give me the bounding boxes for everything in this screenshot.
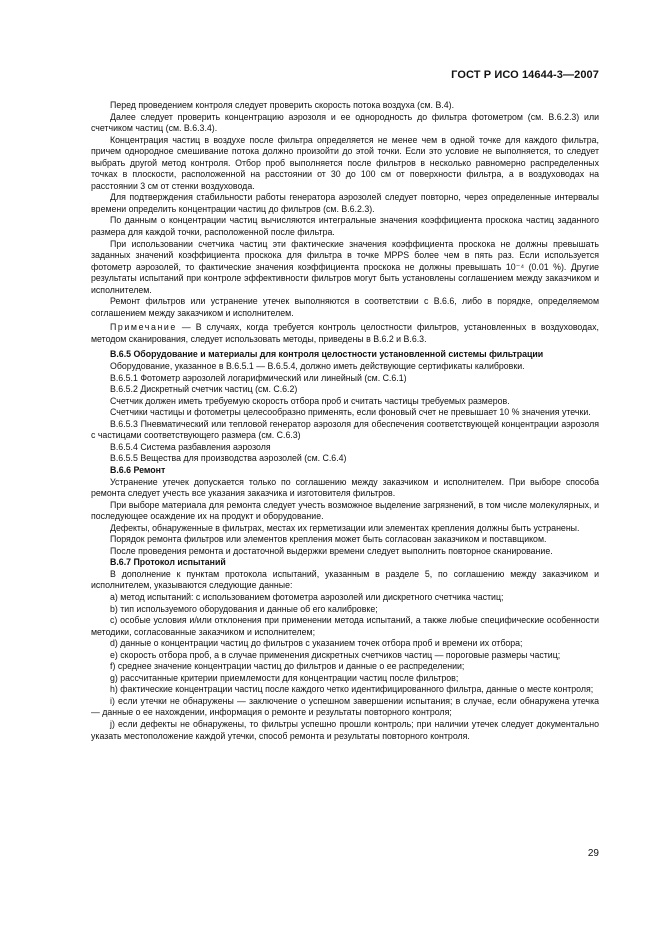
document-body — [91, 100, 599, 742]
paragraph: В.6.5.1 Фотометр аэрозолей логарифмический или линейный (см. С.6.1) — [110, 372, 407, 383]
paragraph: Концентрация частиц в воздухе после фильтра определяется не менее чем в одной точке для каждого фильтра, причем однородное смешивание потока должно произойти до этой точки. Если это условие не выполняется, то следует выбрать другой метод контроля. Отбор проб выполняется после фильтров в несколько равномерно распределенных точках в плоскости, расположенной на расстоянии от 30 до 100 см от поверхности фильтра, а в воздуховодах на расстоянии 3 см от стенки воздуховода. — [91, 134, 599, 191]
paragraph: Для подтверждения стабильности работы генератора аэрозолей следует повторно, через определенные интервалы времени определить концентрации частиц до фильтров (см. В.6.2.3). — [91, 192, 599, 214]
paragraph: В.6.5.2 Дискретный счетчик частиц (см. С.6.2) — [110, 384, 298, 395]
list-item: g) рассчитанные критерии приемлемости для концентрации частиц после фильтров; — [110, 672, 459, 683]
list-item: e) скорость отбора проб, а в случае применения дискретных счетчиков частиц — пороговые размеры частиц; — [110, 649, 561, 660]
paragraph: При выборе материала для ремонта следует учесть возможное выделение загрязнений, в том числе молекулярных, и последующее осаждение их на продукт и оборудование. — [91, 499, 599, 522]
list-item: c) особые условия и/или отклонения при применении метода испытаний, а также любые специфические особенности методики, согласованные заказчиком и исполнителем; — [91, 615, 599, 637]
section-heading-b67: В.6.7 Протокол испытаний — [110, 557, 226, 568]
paragraph: Оборудование, указанное в В.6.5.1 — В.6.5.4, должно иметь действующие сертификаты калибровки. — [110, 361, 525, 372]
list-item: f) среднее значение концентрации частиц до фильтров и данные о ее распределении; — [110, 661, 465, 672]
paragraph: Перед проведением контроля следует проверить скорость потока воздуха (см. В.4). — [110, 100, 455, 110]
note-label: Примечание — [110, 322, 177, 333]
list-item: d) данные о концентрации частиц до фильтров с указанием точек отбора проб и времени их отбора; — [110, 638, 523, 649]
list-item: i) если утечки не обнаружены — заключение о успешном завершении испытания; в случае, если обнаружена утечка — данные о ее нахождении, информация о ремонте и результаты повторного контроля; — [91, 695, 599, 718]
note-text: — В случаях, когда требуется контроль целостности фильтров, установленных в воздуховодах, методом сканирования, следует использовать методы, приведены в В.6.2 и В.6.3. — [91, 322, 599, 344]
paragraph: При использовании счетчика частиц эти фактические значения коэффициента проскока не должны превышать заданных значений коэффициента проскока для фильтра в точке MPPS более чем в пять раз. Если используется фотометр аэрозолей, то фактические значения коэффициента проскока не должны превышать 10⁻⁴ (0.01 %). Другие результаты испытаний при контроле эффективности фильтров могут быть установлены соглашением между заказчиком и исполнителем. — [91, 238, 599, 295]
section-heading-b66: В.6.6 Ремонт — [110, 464, 166, 475]
paragraph: Счетчики частицы и фотометры целесообразно применять, если фоновый счет не превышает 10 % значения утечки. — [110, 407, 591, 418]
paragraph: Далее следует проверить концентрацию аэрозоля и ее однородность до фильтра фотометром (см. В.6.2.3) или счетчиком частиц (см. В.6.3.4). — [91, 111, 599, 134]
section-heading-b65: В.6.5 Оборудование и материалы для контроля целостности установленной системы фильтрации — [110, 349, 544, 360]
note-paragraph — [91, 322, 599, 345]
paragraph: Ремонт фильтров или устранение утечек выполняются в соответствии с В.6.6, либо в порядке, определяемом соглашением между заказчиком и исполнителем. — [91, 296, 599, 318]
paragraph: В.6.5.5 Вещества для производства аэрозолей (см. С.6.4) — [110, 453, 347, 464]
page-number: 29 — [587, 848, 599, 859]
paragraph: В дополнение к пунктам протокола испытаний, указанным в разделе 5, по соглашению между заказчиком и исполнителем, указываются следующие данные: — [91, 568, 599, 591]
paragraph: В.6.5.3 Пневматический или тепловой генератор аэрозоля для обеспечения соответствующей концентрации аэрозоля с частицами соответствующего размера (см. С.6.3) — [91, 418, 599, 441]
list-item: a) метод испытаний: с использованием фотометра аэрозолей или дискретного счетчика частиц; — [110, 591, 504, 602]
paragraph: Дефекты, обнаруженные в фильтрах, местах их герметизации или элементах крепления должны быть устранены. — [110, 522, 580, 533]
paragraph: Счетчик должен иметь требуемую скорость отбора проб и считать частицы требуемых размеров. — [110, 395, 510, 406]
paragraph: По данным о концентрации частиц вычисляются интегральные значения коэффициента проскока частиц заданного размера для каждой точки, расположенной после фильтра. — [91, 215, 599, 238]
list-item: h) фактические концентрации частиц после каждого четко идентифицированного фильтра, данные о месте контроля; — [110, 684, 594, 695]
standard-header: ГОСТ Р ИСО 14644-3—2007 — [451, 69, 599, 81]
paragraph: Устранение утечек допускается только по соглашению между заказчиком и исполнителем. При выборе способа ремонта следует учесть все указания заказчика и изготовителя фильтров. — [91, 476, 599, 499]
paragraph: В.6.5.4 Система разбавления аэрозоля — [110, 441, 271, 452]
list-item: j) если дефекты не обнаружены, то фильтры успешно прошли контроль; при наличии утечек следует документально указать местоположение каждой утечки, способ ремонта и результаты повторного контроля. — [91, 718, 599, 741]
paragraph: Порядок ремонта фильтров или элементов крепления может быть согласован заказчиком и поставщиком. — [110, 534, 547, 545]
list-item: b) тип используемого оборудования и данные об его калибровке; — [110, 603, 378, 614]
paragraph: После проведения ремонта и достаточной выдержки времени следует выполнить повторное сканирование. — [110, 545, 553, 556]
